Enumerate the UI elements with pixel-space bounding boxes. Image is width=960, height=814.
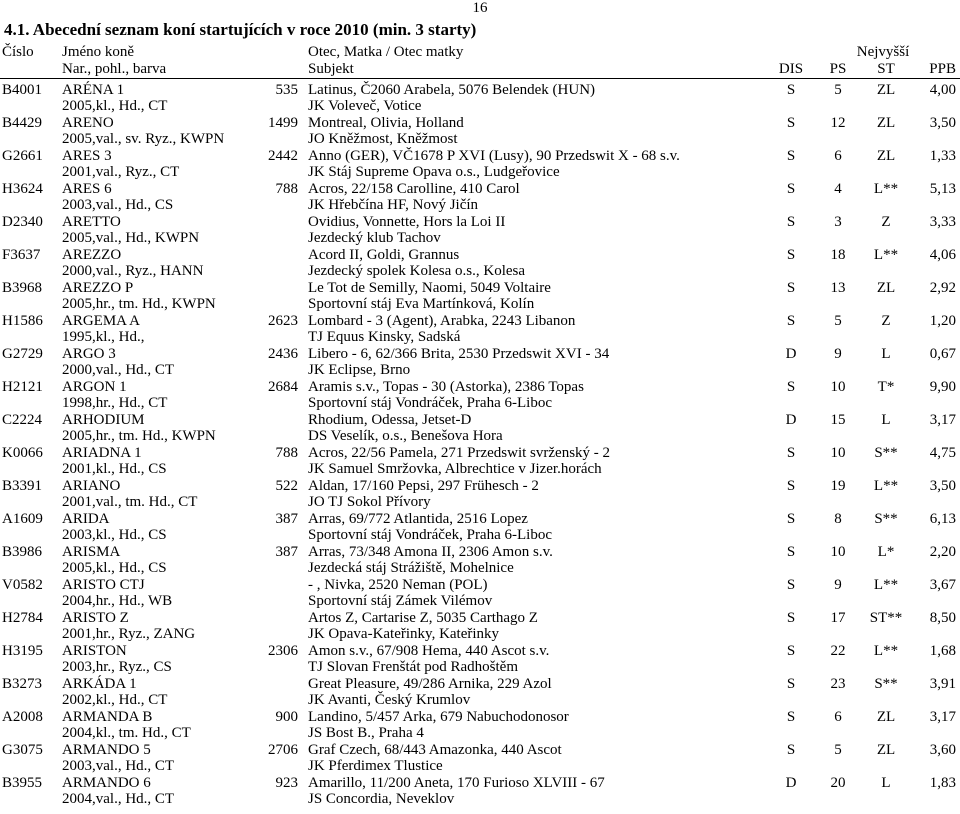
horse-birth-sex-color: 2001,val., tm. Hd., CT <box>62 494 198 510</box>
horse-birth-sex-color: 2000,val., Ryz., HANN <box>62 263 204 279</box>
horse-parents: Lombard - 3 (Agent), Arabka, 2243 Libanon <box>308 313 576 329</box>
horse-number: 522 <box>275 478 298 494</box>
horse-ppb: 3,17 <box>929 709 956 725</box>
horse-discipline: D <box>785 412 797 428</box>
horse-starts: 4 <box>834 181 842 197</box>
horse-id: B3391 <box>2 478 43 494</box>
horse-highest-level: T* <box>877 379 895 395</box>
horse-discipline: S <box>786 742 796 758</box>
horse-ppb: 3,17 <box>929 412 956 428</box>
horse-birth-sex-color: 2001,val., Ryz., CT <box>62 164 180 180</box>
header-jmeno: Jméno koně <box>62 44 135 60</box>
horse-discipline: D <box>785 346 797 362</box>
horse-starts: 10 <box>830 544 846 560</box>
horse-birth-sex-color: 2005,val., Hd., KWPN <box>62 230 200 246</box>
horse-subject: JK Voleveč, Votice <box>308 98 422 114</box>
horse-ppb: 1,83 <box>929 775 956 791</box>
horse-number: 2436 <box>268 346 298 362</box>
horse-name: ARISTO Z <box>62 610 129 626</box>
horse-ppb: 3,60 <box>929 742 956 758</box>
horse-highest-level: ZL <box>876 280 896 296</box>
horse-highest-level: Z <box>881 214 891 230</box>
horse-name: ARKÁDA 1 <box>62 676 137 692</box>
horse-parents: Amon s.v., 67/908 Hema, 440 Ascot s.v. <box>308 643 550 659</box>
horse-highest-level: L <box>881 775 891 791</box>
horse-parents: Montreal, Olivia, Holland <box>308 115 464 131</box>
section-title: 4.1. Abecední seznam koní startujících v roce 2010 (min. 3 starty) <box>4 20 477 39</box>
horse-ppb: 1,20 <box>929 313 956 329</box>
horse-id: G2729 <box>2 346 43 362</box>
horse-highest-level: ST** <box>869 610 903 626</box>
horse-ppb: 3,33 <box>929 214 956 230</box>
horse-ppb: 4,00 <box>929 82 956 98</box>
horse-number: 2684 <box>268 379 298 395</box>
table-row <box>0 478 960 511</box>
horse-starts: 15 <box>830 412 846 428</box>
horse-birth-sex-color: 2005,hr., tm. Hd., KWPN <box>62 296 216 312</box>
table-row <box>0 379 960 412</box>
horse-name: AREZZO <box>62 247 122 263</box>
horse-name: ARGO 3 <box>62 346 116 362</box>
horse-highest-level: L** <box>873 643 899 659</box>
horse-subject: JO Kněžmost, Kněžmost <box>308 131 458 147</box>
horse-starts: 5 <box>834 313 842 329</box>
horse-parents: Rhodium, Odessa, Jetset-D <box>308 412 472 428</box>
table-header-row-1 <box>0 44 960 60</box>
horse-starts: 5 <box>834 82 842 98</box>
horse-parents: Le Tot de Semilly, Naomi, 5049 Voltaire <box>308 280 551 296</box>
horse-id: H2784 <box>2 610 43 626</box>
horse-name: ARISMA <box>62 544 121 560</box>
horse-subject: JK Hřebčína HF, Nový Jičín <box>308 197 479 213</box>
horse-number: 2706 <box>268 742 298 758</box>
header-divider <box>0 78 960 79</box>
horse-highest-level: ZL <box>876 148 896 164</box>
horse-highest-level: L** <box>873 247 899 263</box>
horse-subject: Jezdecký spolek Kolesa o.s., Kolesa <box>308 263 526 279</box>
table-row <box>0 544 960 577</box>
header-st: ST <box>877 61 895 77</box>
table-row <box>0 610 960 643</box>
horse-subject: JS Bost B., Praha 4 <box>308 725 424 741</box>
horse-starts: 6 <box>834 148 842 164</box>
horse-id: C2224 <box>2 412 43 428</box>
horse-name: ARIADNA 1 <box>62 445 142 461</box>
horse-parents: Landino, 5/457 Arka, 679 Nabuchodonosor <box>308 709 569 725</box>
horse-birth-sex-color: 2001,hr., Ryz., ZANG <box>62 626 196 642</box>
horse-number: 788 <box>275 181 298 197</box>
horse-starts: 17 <box>830 610 846 626</box>
horse-subject: Jezdecká stáj Strážiště, Mohelnice <box>308 560 514 576</box>
horse-table <box>0 82 960 808</box>
horse-starts: 22 <box>830 643 846 659</box>
horse-parents: - , Nivka, 2520 Neman (POL) <box>308 577 488 593</box>
horse-highest-level: L** <box>873 181 899 197</box>
horse-id: B3955 <box>2 775 43 791</box>
header-nar: Nar., pohl., barva <box>62 61 167 77</box>
horse-discipline: S <box>786 676 796 692</box>
horse-subject: TJ Slovan Frenštát pod Radhoštěm <box>308 659 518 675</box>
horse-discipline: S <box>786 313 796 329</box>
horse-id: F3637 <box>2 247 41 263</box>
horse-name: ARISTON <box>62 643 127 659</box>
header-nejvyssi: Nejvyšší <box>856 44 910 60</box>
horse-starts: 18 <box>830 247 846 263</box>
horse-parents: Artos Z, Cartarise Z, 5035 Carthago Z <box>308 610 538 626</box>
horse-subject: JK Opava-Kateřinky, Kateřinky <box>308 626 500 642</box>
table-row <box>0 346 960 379</box>
horse-number: 535 <box>275 82 298 98</box>
horse-ppb: 5,13 <box>929 181 956 197</box>
horse-id: H3195 <box>2 643 43 659</box>
horse-ppb: 1,68 <box>929 643 956 659</box>
horse-id: G3075 <box>2 742 43 758</box>
horse-highest-level: ZL <box>876 742 896 758</box>
horse-name: ARMANDA B <box>62 709 153 725</box>
horse-starts: 12 <box>830 115 846 131</box>
horse-name: ARMANDO 5 <box>62 742 151 758</box>
horse-number: 2306 <box>268 643 298 659</box>
horse-birth-sex-color: 2004,kl., tm. Hd., CT <box>62 725 191 741</box>
table-row <box>0 82 960 115</box>
horse-highest-level: L* <box>877 544 895 560</box>
horse-subject: Sportovní stáj Vondráček, Praha 6-Liboc <box>308 527 552 543</box>
horse-subject: DS Veselík, o.s., Benešova Hora <box>308 428 503 444</box>
horse-subject: JS Concordia, Neveklov <box>308 791 455 807</box>
horse-subject: Sportovní stáj Vondráček, Praha 6-Liboc <box>308 395 552 411</box>
horse-discipline: S <box>786 280 796 296</box>
horse-discipline: D <box>785 775 797 791</box>
horse-birth-sex-color: 2005,kl., Hd., CS <box>62 560 167 576</box>
horse-name: ARISTO CTJ <box>62 577 145 593</box>
horse-discipline: S <box>786 709 796 725</box>
horse-ppb: 3,50 <box>929 478 956 494</box>
horse-parents: Graf Czech, 68/443 Amazonka, 440 Ascot <box>308 742 562 758</box>
horse-subject: JK Eclipse, Brno <box>308 362 411 378</box>
table-row <box>0 775 960 808</box>
horse-ppb: 1,33 <box>929 148 956 164</box>
table-row <box>0 709 960 742</box>
horse-discipline: S <box>786 247 796 263</box>
horse-name: ARENO <box>62 115 114 131</box>
horse-parents: Ovidius, Vonnette, Hors la Loi II <box>308 214 506 230</box>
horse-discipline: S <box>786 478 796 494</box>
horse-number: 387 <box>275 544 298 560</box>
horse-birth-sex-color: 2005,val., sv. Ryz., KWPN <box>62 131 225 147</box>
horse-highest-level: L** <box>873 577 899 593</box>
horse-starts: 3 <box>834 214 842 230</box>
horse-highest-level: ZL <box>876 709 896 725</box>
horse-birth-sex-color: 2000,val., Hd., CT <box>62 362 175 378</box>
table-row <box>0 577 960 610</box>
horse-id: A1609 <box>2 511 43 527</box>
horse-parents: Arras, 73/348 Amona II, 2306 Amon s.v. <box>308 544 553 560</box>
horse-discipline: S <box>786 577 796 593</box>
horse-number: 387 <box>275 511 298 527</box>
horse-discipline: S <box>786 148 796 164</box>
horse-subject: JK Samuel Smržovka, Albrechtice v Jizer.horách <box>308 461 602 477</box>
horse-birth-sex-color: 2004,hr., Hd., WB <box>62 593 173 609</box>
horse-number: 2623 <box>268 313 298 329</box>
horse-name: ARÉNA 1 <box>62 82 125 98</box>
horse-highest-level: S** <box>874 511 898 527</box>
table-row <box>0 445 960 478</box>
horse-starts: 19 <box>830 478 846 494</box>
horse-discipline: S <box>786 82 796 98</box>
horse-birth-sex-color: 2003,val., Hd., CT <box>62 758 175 774</box>
horse-id: G2661 <box>2 148 43 164</box>
horse-name: ARGON 1 <box>62 379 127 395</box>
table-row <box>0 313 960 346</box>
horse-name: ARETTO <box>62 214 121 230</box>
horse-ppb: 8,50 <box>929 610 956 626</box>
header-ps: PS <box>829 61 847 77</box>
horse-discipline: S <box>786 511 796 527</box>
horse-parents: Amarillo, 11/200 Aneta, 170 Furioso XLVIII - 67 <box>308 775 605 791</box>
horse-discipline: S <box>786 181 796 197</box>
horse-subject: JK Avanti, Český Krumlov <box>308 692 471 708</box>
horse-discipline: S <box>786 445 796 461</box>
horse-highest-level: L** <box>873 478 899 494</box>
table-row <box>0 247 960 280</box>
horse-ppb: 3,50 <box>929 115 956 131</box>
horse-starts: 9 <box>834 577 842 593</box>
table-header-row-2 <box>0 61 960 77</box>
horse-ppb: 0,67 <box>929 346 956 362</box>
horse-name: ARHODIUM <box>62 412 145 428</box>
horse-parents: Latinus, Č2060 Arabela, 5076 Belendek (HUN) <box>308 82 596 98</box>
horse-birth-sex-color: 2002,kl., Hd., CT <box>62 692 168 708</box>
horse-id: K0066 <box>2 445 43 461</box>
horse-id: B4001 <box>2 82 43 98</box>
horse-highest-level: ZL <box>876 115 896 131</box>
table-row <box>0 511 960 544</box>
horse-birth-sex-color: 1998,hr., Hd., CT <box>62 395 168 411</box>
horse-highest-level: L <box>881 346 891 362</box>
horse-subject: Jezdecký klub Tachov <box>308 230 441 246</box>
horse-id: H3624 <box>2 181 43 197</box>
horse-discipline: S <box>786 610 796 626</box>
horse-highest-level: ZL <box>876 82 896 98</box>
horse-starts: 13 <box>830 280 846 296</box>
table-row <box>0 280 960 313</box>
horse-highest-level: L <box>881 412 891 428</box>
table-row <box>0 742 960 775</box>
horse-name: ARMANDO 6 <box>62 775 151 791</box>
horse-name: ARES 3 <box>62 148 112 164</box>
header-cislo: Číslo <box>2 44 34 60</box>
horse-name: ARIANO <box>62 478 121 494</box>
horse-starts: 10 <box>830 445 846 461</box>
horse-number: 1499 <box>268 115 298 131</box>
horse-birth-sex-color: 2003,hr., Ryz., CS <box>62 659 172 675</box>
horse-birth-sex-color: 2005,hr., tm. Hd., KWPN <box>62 428 216 444</box>
horse-birth-sex-color: 2003,kl., Hd., CS <box>62 527 167 543</box>
horse-id: H1586 <box>2 313 43 329</box>
horse-name: ARIDA <box>62 511 110 527</box>
horse-number: 923 <box>275 775 298 791</box>
horse-starts: 6 <box>834 709 842 725</box>
horse-parents: Libero - 6, 62/366 Brita, 2530 Przedswit XVI - 34 <box>308 346 610 362</box>
horse-highest-level: S** <box>874 676 898 692</box>
horse-starts: 5 <box>834 742 842 758</box>
horse-id: B3986 <box>2 544 43 560</box>
table-row <box>0 643 960 676</box>
horse-discipline: S <box>786 379 796 395</box>
horse-birth-sex-color: 2003,val., Hd., CS <box>62 197 174 213</box>
header-subjekt: Subjekt <box>308 61 354 77</box>
header-dis: DIS <box>778 61 804 77</box>
horse-ppb: 6,13 <box>929 511 956 527</box>
horse-birth-sex-color: 2004,val., Hd., CT <box>62 791 175 807</box>
horse-parents: Acros, 22/158 Carolline, 410 Carol <box>308 181 520 197</box>
horse-discipline: S <box>786 643 796 659</box>
horse-parents: Great Pleasure, 49/286 Arnika, 229 Azol <box>308 676 552 692</box>
horse-ppb: 2,20 <box>929 544 956 560</box>
horse-ppb: 9,90 <box>929 379 956 395</box>
horse-highest-level: S** <box>874 445 898 461</box>
horse-highest-level: Z <box>881 313 891 329</box>
table-row <box>0 412 960 445</box>
horse-ppb: 2,92 <box>929 280 956 296</box>
horse-parents: Aramis s.v., Topas - 30 (Astorka), 2386 Topas <box>308 379 584 395</box>
horse-ppb: 4,06 <box>929 247 956 263</box>
header-ppb: PPB <box>929 61 956 77</box>
table-row <box>0 148 960 181</box>
horse-subject: JK Stáj Supreme Opava o.s., Ludgeřovice <box>308 164 560 180</box>
page-number: 16 <box>472 0 488 16</box>
horse-name: ARGEMA A <box>62 313 140 329</box>
horse-discipline: S <box>786 544 796 560</box>
horse-number: 900 <box>275 709 298 725</box>
horse-id: B4429 <box>2 115 43 131</box>
header-otec: Otec, Matka / Otec matky <box>308 44 464 60</box>
horse-parents: Acord II, Goldi, Grannus <box>308 247 460 263</box>
horse-id: A2008 <box>2 709 43 725</box>
horse-ppb: 3,91 <box>929 676 956 692</box>
horse-starts: 8 <box>834 511 842 527</box>
horse-subject: JK Pferdimex Tlustice <box>308 758 443 774</box>
horse-ppb: 3,67 <box>929 577 956 593</box>
horse-birth-sex-color: 2001,kl., Hd., CS <box>62 461 167 477</box>
horse-starts: 23 <box>830 676 846 692</box>
horse-parents: Acros, 22/56 Pamela, 271 Przedswit svrženský - 2 <box>308 445 611 461</box>
horse-id: H2121 <box>2 379 43 395</box>
horse-id: B3968 <box>2 280 43 296</box>
horse-discipline: S <box>786 214 796 230</box>
horse-id: B3273 <box>2 676 43 692</box>
horse-name: AREZZO P <box>62 280 134 296</box>
table-row <box>0 115 960 148</box>
horse-subject: JO TJ Sokol Přívory <box>308 494 431 510</box>
horse-starts: 9 <box>834 346 842 362</box>
horse-starts: 10 <box>830 379 846 395</box>
horse-subject: Sportovní stáj Zámek Vilémov <box>308 593 493 609</box>
table-row <box>0 676 960 709</box>
horse-parents: Aldan, 17/160 Pepsi, 297 Frühesch - 2 <box>308 478 539 494</box>
horse-parents: Arras, 69/772 Atlantida, 2516 Lopez <box>308 511 528 527</box>
horse-discipline: S <box>786 115 796 131</box>
horse-id: D2340 <box>2 214 43 230</box>
table-row <box>0 181 960 214</box>
horse-ppb: 4,75 <box>929 445 956 461</box>
horse-birth-sex-color: 1995,kl., Hd., <box>62 329 145 345</box>
table-row <box>0 214 960 247</box>
horse-number: 2442 <box>268 148 298 164</box>
horse-birth-sex-color: 2005,kl., Hd., CT <box>62 98 168 114</box>
horse-starts: 20 <box>830 775 846 791</box>
horse-subject: TJ Equus Kinsky, Sadská <box>308 329 461 345</box>
horse-subject: Sportovní stáj Eva Martínková, Kolín <box>308 296 535 312</box>
horse-number: 788 <box>275 445 298 461</box>
horse-name: ARES 6 <box>62 181 112 197</box>
horse-id: V0582 <box>2 577 43 593</box>
horse-parents: Anno (GER), VČ1678 P XVI (Lusy), 90 Przedswit X - 68 s.v. <box>308 148 680 164</box>
